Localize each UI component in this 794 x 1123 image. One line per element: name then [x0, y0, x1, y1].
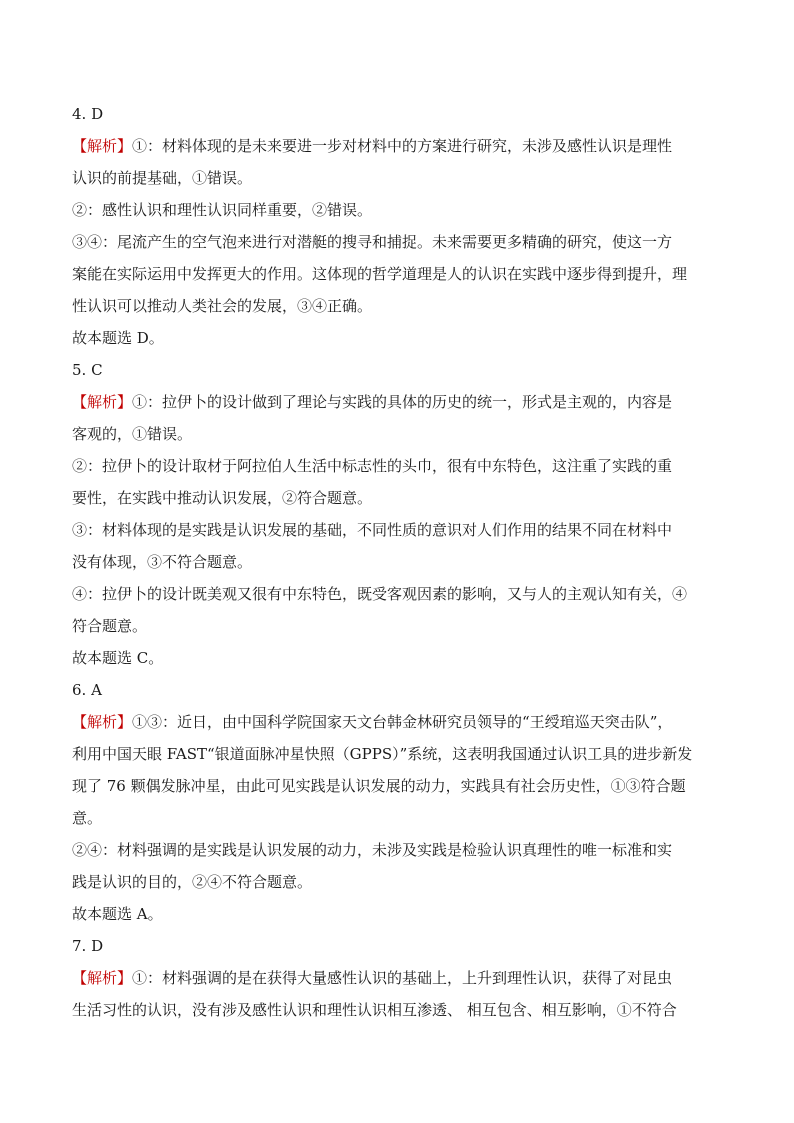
text-line — [72, 738, 722, 770]
line-text: 客观的，①错误。 — [72, 425, 193, 443]
line-text: 6. A — [72, 681, 102, 699]
explanation-line — [72, 130, 722, 162]
line-text: 践是认识的目的，②④不符合题意。 — [72, 873, 313, 891]
line-text: ②：感性认识和理性认识同样重要，②错误。 — [72, 201, 373, 219]
answer-heading — [72, 674, 722, 706]
analysis-label: 【解析】 — [72, 969, 133, 987]
analysis-label: 【解析】 — [72, 713, 133, 731]
text-line — [72, 770, 722, 802]
explanation-line — [72, 706, 722, 738]
text-line — [72, 898, 722, 930]
text-line — [72, 610, 722, 642]
answer-heading — [72, 354, 722, 386]
text-line — [72, 290, 722, 322]
line-text: 生活习性的认识，没有涉及感性认识和理性认识相互渗透、 相互包含、相互影响，①不符合 — [72, 1001, 677, 1019]
text-line — [72, 482, 722, 514]
answer-heading — [72, 98, 722, 130]
text-line — [72, 226, 722, 258]
text-line — [72, 834, 722, 866]
line-text: ④：拉伊卜的设计既美观又很有中东特色，既受客观因素的影响，又与人的主观认知有关，④ — [72, 585, 688, 603]
text-line — [72, 866, 722, 898]
line-text: ①：材料强调的是在获得大量感性认识的基础上，上升到理性认识，获得了对昆虫 — [132, 969, 673, 987]
line-text: ③：材料体现的是实践是认识发展的基础，不同性质的意识对人们作用的结果不同在材料中 — [72, 521, 673, 539]
line-text: 故本题选 C。 — [72, 649, 164, 667]
explanation-line — [72, 386, 722, 418]
line-text: ②：拉伊卜的设计取材于阿拉伯人生活中标志性的头巾，很有中东特色，这注重了实践的重 — [72, 457, 673, 475]
line-text: 要性，在实践中推动认识发展，②符合题意。 — [72, 489, 373, 507]
line-text: 5. C — [72, 361, 103, 379]
line-text: 符合题意。 — [72, 617, 148, 635]
text-line — [72, 578, 722, 610]
line-text: 认识的前提基础，①错误。 — [72, 169, 253, 187]
line-text: 4. D — [72, 105, 104, 123]
text-line — [72, 418, 722, 450]
line-text: 现了 76 颗偶发脉冲星，由此可见实践是认识发展的动力，实践具有社会历史性，①③符合题 — [72, 777, 686, 795]
line-text: 没有体现，③不符合题意。 — [72, 553, 253, 571]
line-text: ②④：材料强调的是实践是认识发展的动力，未涉及实践是检验认识真理性的唯一标准和实 — [72, 841, 673, 859]
text-line — [72, 802, 722, 834]
line-text: ①：拉伊卜的设计做到了理论与实践的具体的历史的统一，形式是主观的，内容是 — [132, 393, 673, 411]
line-text: 7. D — [72, 937, 104, 955]
analysis-label: 【解析】 — [72, 137, 133, 155]
text-line — [72, 162, 722, 194]
text-line — [72, 642, 722, 674]
line-text: 利用中国天眼 FAST“银道面脉冲星快照（GPPS）”系统，这表明我国通过认识工具的进步新发 — [72, 745, 693, 763]
text-line — [72, 322, 722, 354]
answer-heading — [72, 930, 722, 962]
line-text: 案能在实际运用中发挥更大的作用。这体现的哲学道理是人的认识在实践中逐步得到提升，理 — [72, 265, 688, 283]
text-line — [72, 994, 722, 1026]
text-line — [72, 450, 722, 482]
line-text: 故本题选 A。 — [72, 905, 163, 923]
answer-explanations — [72, 98, 722, 1026]
analysis-label: 【解析】 — [72, 393, 133, 411]
text-line — [72, 546, 722, 578]
text-line — [72, 258, 722, 290]
line-text: ③④：尾流产生的空气泡来进行对潜艇的搜寻和捕捉。未来需要更多精确的研究，使这一方 — [72, 233, 673, 251]
line-text: 意。 — [72, 809, 103, 827]
text-line — [72, 194, 722, 226]
line-text: 性认识可以推动人类社会的发展，③④正确。 — [72, 297, 373, 315]
line-text: ①：材料体现的是未来要进一步对材料中的方案进行研究，未涉及感性认识是理性 — [132, 137, 673, 155]
line-text: 故本题选 D。 — [72, 329, 164, 347]
line-text: ①③：近日，由中国科学院国家天文台韩金林研究员领导的“王绶琯巡天突击队”， — [132, 713, 673, 731]
text-line — [72, 514, 722, 546]
explanation-line — [72, 962, 722, 994]
